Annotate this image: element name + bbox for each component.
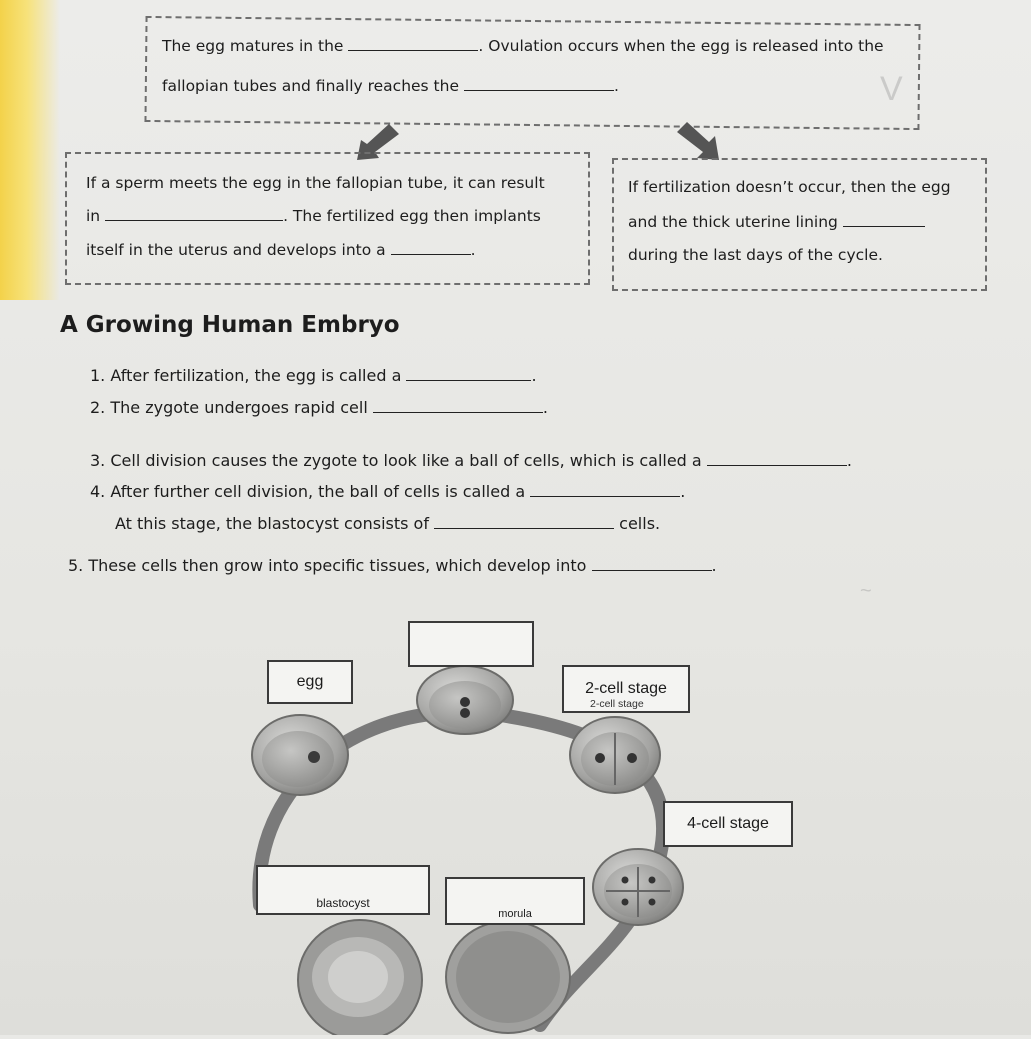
four-cell-stage-text: 4-cell stage <box>687 815 769 832</box>
right-box-line-1: If fertilization doesn’t occur, then the egg <box>628 178 951 196</box>
egg-label-text: egg <box>296 673 324 690</box>
answer-blank[interactable] <box>348 36 478 51</box>
answer-blank[interactable] <box>464 76 614 91</box>
blastocyst-label-box[interactable] <box>256 865 430 915</box>
question-3: 3. Cell division causes the zygote to look like a ball of cells, which is called a . <box>90 451 852 470</box>
yellow-background-edge <box>0 0 60 300</box>
two-cell-embryo <box>570 717 660 793</box>
blastocyst-cell <box>298 920 422 1035</box>
two-cell-stage-small-text: 2-cell stage <box>590 698 644 710</box>
answer-blank[interactable] <box>434 514 614 529</box>
left-box-line-1: If a sperm meets the egg in the fallopian tube, it can result <box>86 174 545 192</box>
right-box-line-2: and the thick uterine lining <box>628 212 925 231</box>
question-5: 5. These cells then grow into specific tissues, which develop into . <box>68 556 717 575</box>
left-box-line-3: itself in the uterus and develops into a . <box>86 241 476 259</box>
answer-blank[interactable] <box>843 212 925 227</box>
answer-blank[interactable] <box>105 206 283 221</box>
bleed-through-text: ~ <box>860 580 872 602</box>
morula-label-text: morula <box>498 908 532 920</box>
right-box-line-3: during the last days of the cycle. <box>628 246 883 264</box>
empty-label-box[interactable] <box>408 621 534 667</box>
egg-label <box>267 660 353 704</box>
two-cell-stage-text: 2-cell stage <box>585 680 667 697</box>
answer-blank[interactable] <box>406 366 531 381</box>
egg-maturation-box <box>144 16 920 130</box>
question-4: 4. After further cell division, the ball of cells is called a . <box>90 482 686 501</box>
four-cell-stage-label <box>663 801 793 847</box>
top-box-line-1: The egg matures in the . Ovulation occurs when the egg is released into the <box>162 37 884 55</box>
answer-blank[interactable] <box>373 398 543 413</box>
answer-blank[interactable] <box>707 451 847 466</box>
morula-label-box[interactable] <box>445 877 585 925</box>
four-cell-embryo <box>593 849 683 925</box>
embryo-development-diagram <box>240 605 840 1035</box>
question-4-continued: At this stage, the blastocyst consists of cells. <box>115 514 661 533</box>
section-title: A Growing Human Embryo <box>60 312 400 338</box>
answer-blank[interactable] <box>391 240 471 255</box>
down-right-arrow-icon <box>675 120 721 162</box>
egg-cell <box>252 715 348 795</box>
question-2: 2. The zygote undergoes rapid cell . <box>90 398 548 417</box>
answer-blank[interactable] <box>592 556 712 571</box>
answer-blank[interactable] <box>530 482 680 497</box>
left-box-line-2: in . The fertilized egg then implants <box>86 207 541 225</box>
blastocyst-label-text: blastocyst <box>316 896 370 910</box>
zygote-cell <box>417 666 513 734</box>
bleed-through-text: V <box>880 70 903 108</box>
question-1: 1. After fertilization, the egg is called a . <box>90 366 537 385</box>
top-box-line-2: fallopian tubes and finally reaches the . <box>162 77 619 95</box>
morula-cell-cluster <box>446 921 570 1033</box>
